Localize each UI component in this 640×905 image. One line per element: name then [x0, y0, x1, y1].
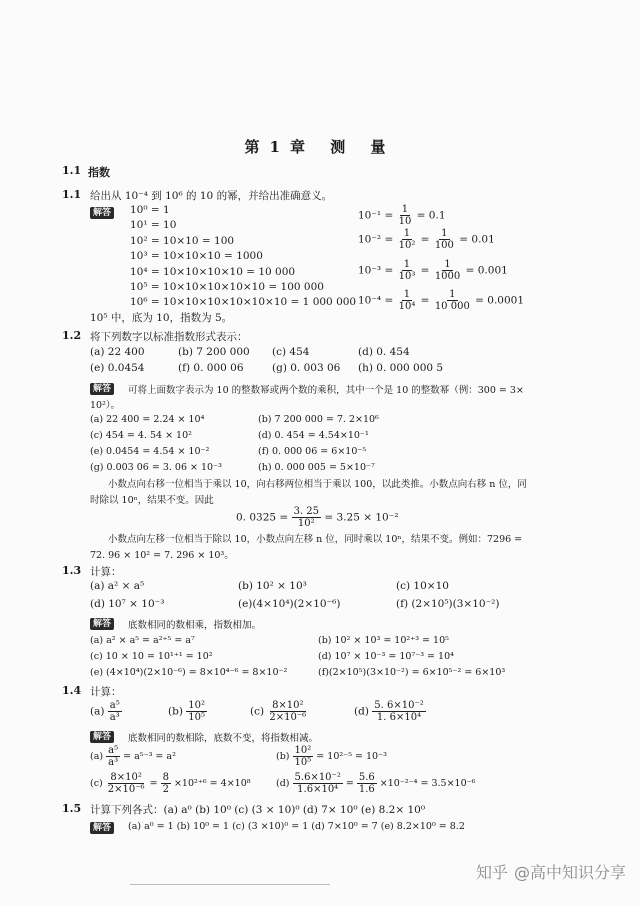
answer-line: (b) $\frac{\text{10²}}{\text{10⁵}}$ = 10²⁻⁵ = 10⁻³ — [276, 745, 387, 768]
answer-line: (c) 454 = 4. 54 × 10² — [90, 430, 192, 441]
problem-number: 1.5 — [62, 802, 82, 815]
answer-line: (a) a² × a⁵ = a²⁺⁵ = a⁷ — [90, 635, 195, 646]
solution-text: 底数相同的数相除，底数不变，将指数相减。 — [128, 733, 319, 744]
power-line: 10⁰ = 1 — [130, 204, 170, 216]
section-number: 1.1 — [62, 164, 82, 177]
watermark-text: @高中知识分享 — [513, 863, 626, 882]
answer-col-left — [90, 633, 287, 681]
watermark — [476, 860, 626, 883]
equation: 0. 0325 = $\frac{3. 25}{\text{10²}}$ = 3.25 × 10⁻² — [236, 506, 399, 529]
answer-line: (d) 10⁷ × 10⁻³ = 10⁷⁻³ = 10⁴ — [318, 651, 454, 662]
answer-line: (a) 22 400 = 2.24 × 10⁴ — [90, 414, 205, 425]
solution-label: 解答 — [90, 821, 114, 834]
fraction-option: (c) $\frac{\text{8×10²}}{\text{2×10⁻⁶}}$ — [250, 700, 307, 723]
problem-number: 1.4 — [62, 684, 82, 697]
power-line: 10¹ = 10 — [130, 219, 177, 232]
chapter-title: 第1章 测 量 — [244, 138, 396, 156]
option: (b) 10² × 10³ — [238, 580, 307, 592]
answer-col-right — [318, 633, 505, 681]
answer-line: (h) 0. 000 005 = 5×10⁻⁷ — [258, 462, 375, 473]
option: (a) 22 400 — [90, 346, 145, 358]
power-line: 10⁵ = 10×10×10×10×10 = 100 000 — [130, 281, 324, 294]
neg-power-line: 10⁻⁴ = $\frac{1}{\text{10⁴}}$ = $\frac{1}{10 000}$ = 0.0001 — [358, 289, 525, 312]
option: (d) 10⁷ × 10⁻³ — [90, 598, 165, 610]
answer-line: (b) 10² × 10³ = 10²⁺³ = 10⁵ — [318, 635, 449, 646]
answer-line: (e) (4×10⁴)(2×10⁻⁶) = 8×10⁴⁻⁶ = 8×10⁻² — [90, 667, 288, 678]
power-line: 10³ = 10×10×10 = 1000 — [130, 250, 263, 263]
option: (c) 10×10 — [396, 580, 449, 592]
answer-line: (b) 7 200 000 = 7. 2×10⁶ — [258, 414, 379, 425]
answer-line: (e) 0.0454 = 4.54 × 10⁻² — [90, 446, 210, 457]
paragraph: 72. 96 × 10² = 7. 296 × 10³。 — [90, 550, 234, 561]
power-line: 10⁴ = 10×10×10×10 = 10 000 — [130, 265, 296, 278]
answer-line: (g) 0.003 06 = 3. 06 × 10⁻³ — [90, 462, 222, 473]
solution-text: 10²）。 — [90, 400, 121, 411]
answer-line: (a) $\frac{\text{a⁵}}{\text{a³}}$ = a⁵⁻³ = a² — [90, 745, 176, 768]
option: (e)(4×10⁴)(2×10⁻⁶) — [238, 598, 341, 610]
answer-col-left — [90, 412, 222, 476]
answer-col-right — [258, 412, 379, 476]
option: (f) (2×10⁵)(3×10⁻²) — [396, 598, 500, 610]
option: (c) 454 — [272, 346, 310, 358]
solution-label: 解答 — [90, 206, 114, 219]
note-text: 10⁵ 中，底为 10，指数为 5。 — [90, 312, 233, 324]
option: (g) 0. 003 06 — [272, 362, 341, 374]
section-title: 指数 — [88, 166, 110, 179]
answer-line: (c) $\frac{\text{8×10²}}{\text{2×10⁻⁶}}$ = $\frac{8}{2}$ ×10²⁺⁶ = 4×10⁸ — [90, 772, 251, 795]
answer-line: (a) a⁰ = 1 (b) 10⁰ = 1 (c) (3 ×10)⁰ = 1 (d) 7×10⁰ = 7 (e) 8.2×10⁰ = 8.2 — [128, 821, 465, 832]
option: (d) 0. 454 — [358, 346, 410, 358]
answer-line: (c) 10 × 10 = 10¹⁺¹ = 10² — [90, 651, 213, 662]
answer-line: (d) 0. 454 = 4.54×10⁻¹ — [258, 430, 369, 441]
problem-text: 计算： — [90, 566, 122, 578]
option: (b) 7 200 000 — [178, 346, 250, 358]
fraction-option: (b) $\frac{\text{10²}}{\text{10⁵}}$ — [168, 700, 205, 723]
problem-text: 计算下列各式：(a) a⁰ (b) 10⁰ (c) (3 × 10)⁰ (d) 7× 10⁰ (e) 8.2× 10⁰ — [90, 804, 426, 816]
paragraph: 小数点向右移一位相当于乘以 10，向右移两位相当于乘以 100，以此类推。小数点向右移 n 位，同 — [108, 479, 527, 490]
problem-number: 1.2 — [62, 329, 82, 342]
solution-text: 可将上面数字表示为 10 的整数幂或两个数的乘积，其中一个是 10 的整数幂（例：300 = 3× — [128, 385, 524, 396]
footer-rule — [130, 884, 330, 885]
solution-text: 底数相同的数相乘，指数相加。 — [128, 620, 262, 631]
zhihu-logo-icon: 知乎 — [475, 863, 508, 882]
problem-text: 计算： — [90, 686, 122, 698]
option: (h) 0. 000 000 5 — [358, 362, 444, 374]
neg-power-line: 10⁻² = $\frac{1}{\text{10²}}$ = $\frac{1}{100}$ = 0.01 — [358, 228, 495, 251]
answer-line: (f)(2×10⁵)(3×10⁻²) = 6×10⁵⁻² = 6×10³ — [318, 667, 506, 678]
neg-power-line: 10⁻¹ = $\frac{1}{10}$ = 0.1 — [358, 204, 446, 227]
problem-number: 1.1 — [62, 188, 82, 201]
option: (f) 0. 000 06 — [178, 362, 244, 374]
problem-number: 1.3 — [62, 564, 82, 577]
paragraph: 时除以 10ⁿ，结果不变。因此 — [90, 495, 214, 506]
fraction-option: (d) $\frac{\text{5. 6×10⁻²}}{\text{1. 6×10⁴}}$ — [354, 700, 424, 723]
option: (a) a² × a⁵ — [90, 580, 145, 592]
neg-power-line: 10⁻³ = $\frac{1}{\text{10³}}$ = $\frac{1}{1000}$ = 0.001 — [358, 259, 508, 282]
answer-line: (d) $\frac{\text{5.6×10⁻²}}{\text{1.6×10⁴}}$ = $\frac{5.6}{1.6}$ ×10⁻²⁻⁴ = 3.5×10⁻⁶ — [276, 772, 476, 795]
fraction-option: (a) $\frac{\text{a⁵}}{\text{a³}}$ — [90, 700, 120, 723]
problem-text: 将下列数字以标准指数形式表示： — [90, 331, 248, 343]
paragraph: 小数点向左移一位相当于除以 10，小数点向左移 n 位，同时乘以 10ⁿ，结果不变。例如：7296 = — [108, 534, 523, 545]
answer-line: (f) 0. 000 06 = 6×10⁻⁵ — [258, 446, 367, 457]
problem-text: 给出从 10⁻⁴ 到 10⁶ 的 10 的幂，并给出准确意义。 — [90, 190, 333, 202]
solution-label: 解答 — [90, 382, 114, 395]
solution-label: 解答 — [90, 617, 114, 630]
power-line: 10⁶ = 10×10×10×10×10×10 = 1 000 000 — [130, 296, 357, 309]
option: (e) 0.0454 — [90, 362, 145, 374]
solution-label: 解答 — [90, 730, 114, 743]
power-line: 10² = 10×10 = 100 — [130, 234, 235, 247]
power-list — [130, 203, 356, 311]
